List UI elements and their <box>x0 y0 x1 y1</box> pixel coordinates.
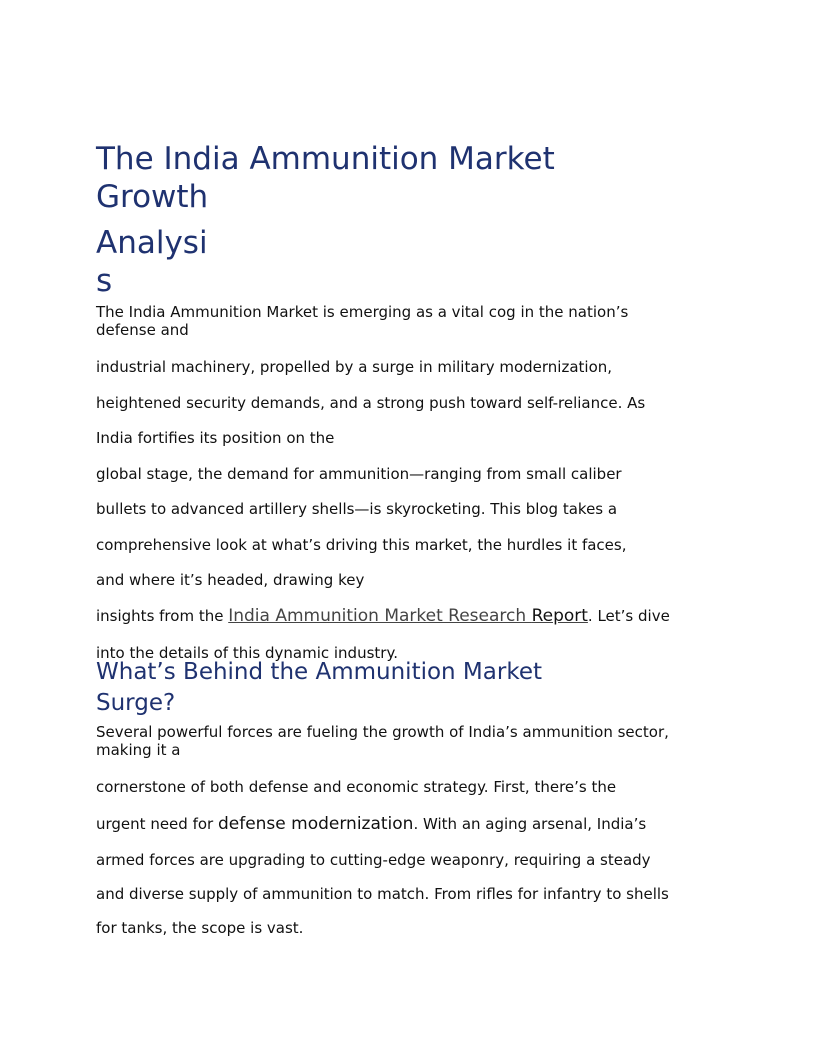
intro-line-with-link <box>96 607 670 625</box>
intro-line: comprehensive look at what’s driving this market, the hurdles it faces, <box>96 536 627 554</box>
section-line: and diverse supply of ammunition to match. From rifles for infantry to shells <box>96 885 669 903</box>
section-line: Several powerful forces are fueling the growth of India’s ammunition sector, <box>96 723 669 741</box>
page-title-line-2: Growth <box>96 179 209 215</box>
research-report-link-text: India Ammunition Market Research <box>228 606 532 626</box>
section-heading-line-2: Surge? <box>96 690 176 716</box>
page-title-line-4: s <box>96 263 113 299</box>
section-text: urgent need for <box>96 815 218 833</box>
section-line: cornerstone of both defense and economic strategy. First, there’s the <box>96 778 617 796</box>
intro-line: defense and <box>96 321 189 339</box>
intro-line: The India Ammunition Market is emerging as a vital cog in the nation’s <box>96 303 629 321</box>
defense-modernization-emphasis: defense modernization <box>217 814 414 834</box>
section-line: for tanks, the scope is vast. <box>96 919 304 937</box>
page-title-line-3: Analysi <box>96 225 208 261</box>
intro-line: and where it’s headed, drawing key <box>96 571 365 589</box>
intro-line: bullets to advanced artillery shells—is skyrocketing. This blog takes a <box>96 500 618 518</box>
intro-line: global stage, the demand for ammunition—ranging from small caliber <box>96 465 622 483</box>
section-line-with-emphasis <box>96 815 646 833</box>
research-report-link[interactable] <box>228 606 588 626</box>
intro-line: into the details of this dynamic industry. <box>96 644 398 662</box>
section-line: armed forces are upgrading to cutting-edge weaponry, requiring a steady <box>96 851 651 869</box>
intro-text: insights from the <box>96 607 229 625</box>
intro-line: India fortifies its position on the <box>96 429 335 447</box>
research-report-link-text-end: Report <box>531 606 588 626</box>
section-heading-line-1: What’s Behind the Ammunition Market <box>96 659 542 685</box>
section-line: making it a <box>96 741 181 759</box>
section-text: . With an aging arsenal, India’s <box>413 815 647 833</box>
intro-line: industrial machinery, propelled by a surge in military modernization, <box>96 358 613 376</box>
intro-line: heightened security demands, and a strong push toward self-reliance. As <box>96 394 646 412</box>
intro-text: . Let’s dive <box>587 607 670 625</box>
page-title-line-1: The India Ammunition Market <box>96 141 555 177</box>
